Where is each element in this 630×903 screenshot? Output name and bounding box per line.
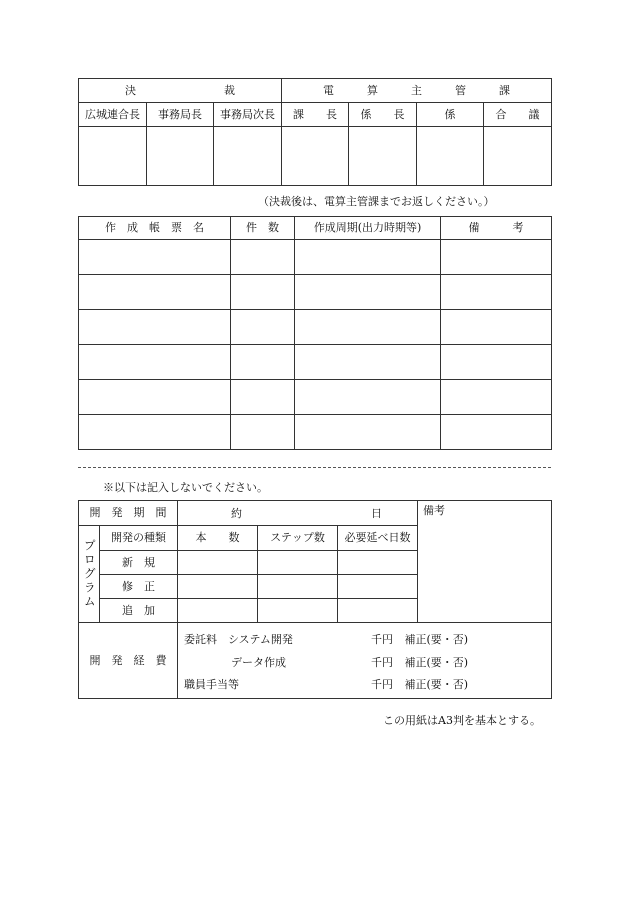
densan-header: 電 算 主 管 課 [282, 79, 552, 103]
cost-adjust: 補正(要・否) [404, 678, 469, 691]
cell[interactable] [79, 275, 231, 310]
approval-table [78, 78, 552, 186]
role-jimukyokujicho: 事務局次長 [214, 103, 282, 127]
cell[interactable] [295, 275, 441, 310]
cell[interactable] [178, 551, 258, 575]
cell[interactable] [79, 345, 231, 380]
development-table [78, 500, 552, 699]
do-not-fill-notice: ※以下は記入しないでください。 [103, 481, 268, 494]
cell[interactable] [338, 575, 418, 599]
kessai-header: 決 裁 [79, 79, 282, 103]
cost-line-staff [184, 678, 239, 691]
cell[interactable] [79, 380, 231, 415]
cell[interactable] [295, 240, 441, 275]
dev-period-label: 開 発 期 間 [79, 501, 178, 526]
days-header: 必要延べ日数 [338, 526, 418, 551]
cost-line-system [184, 633, 293, 646]
role-gogi: 合 議 [484, 103, 552, 127]
role-kakaricho: 係 長 [349, 103, 417, 127]
stamp-cell[interactable] [214, 127, 282, 186]
dev-cost-cell[interactable] [178, 623, 552, 699]
cell[interactable] [441, 345, 552, 380]
cell[interactable] [178, 599, 258, 623]
program-label: プログラム [82, 539, 97, 609]
cell[interactable] [231, 310, 295, 345]
cell[interactable] [338, 599, 418, 623]
header-period: 作成周期(出力時期等) [295, 217, 441, 240]
cell[interactable] [231, 275, 295, 310]
table-row [79, 415, 552, 450]
cost-line-data-unit [371, 656, 468, 669]
cost-unit: 千円 [371, 633, 393, 646]
table-row [79, 345, 552, 380]
cost-item: 職員手当等 [184, 678, 239, 691]
cell[interactable] [231, 240, 295, 275]
cell[interactable] [79, 310, 231, 345]
role-kacho: 課 長 [282, 103, 349, 127]
dev-cost-label: 開 発 経 費 [79, 623, 178, 699]
cell[interactable] [79, 415, 231, 450]
cell[interactable] [231, 415, 295, 450]
cost-unit: 千円 [371, 656, 393, 669]
period-yaku: 約 [231, 507, 242, 520]
role-rengocho: 広城連合長 [79, 103, 147, 127]
cost-line-data [231, 656, 286, 669]
cell[interactable] [441, 310, 552, 345]
header-count: 件 数 [231, 217, 295, 240]
cell[interactable] [178, 575, 258, 599]
cost-unit: 千円 [371, 678, 393, 691]
report-table [78, 216, 552, 450]
role-kakari: 係 [417, 103, 484, 127]
cost-item: 委託料 システム開発 [184, 633, 293, 646]
cell[interactable] [258, 599, 338, 623]
cell[interactable] [258, 575, 338, 599]
stamp-cell[interactable] [147, 127, 214, 186]
dev-type-header: 開発の種類 [100, 526, 178, 551]
row-modify: 修 正 [100, 575, 178, 599]
cell[interactable] [338, 551, 418, 575]
cell[interactable] [258, 551, 338, 575]
cost-item: データ作成 [231, 656, 286, 669]
cell[interactable] [295, 345, 441, 380]
table-row [79, 240, 552, 275]
cell[interactable] [295, 310, 441, 345]
return-note: （決裁後は、電算主管課までお返しください。） [258, 195, 495, 208]
cell[interactable] [231, 380, 295, 415]
remarks-cell[interactable] [418, 501, 552, 623]
header-remarks: 備 考 [441, 217, 552, 240]
table-row [79, 310, 552, 345]
period-nichi: 日 [371, 507, 382, 520]
cell[interactable] [295, 415, 441, 450]
stamp-cell[interactable] [282, 127, 349, 186]
cost-adjust: 補正(要・否) [404, 633, 469, 646]
stamp-cell[interactable] [79, 127, 147, 186]
cell[interactable] [295, 380, 441, 415]
dev-period-cell[interactable] [178, 501, 418, 526]
count-header: 本 数 [178, 526, 258, 551]
cell[interactable] [231, 345, 295, 380]
cost-line-system-unit [371, 633, 468, 646]
cost-adjust: 補正(要・否) [404, 656, 469, 669]
cell[interactable] [441, 240, 552, 275]
program-label-cell [79, 526, 100, 623]
cost-line-staff-unit [371, 678, 468, 691]
cell[interactable] [441, 380, 552, 415]
cut-line [78, 467, 551, 468]
row-add: 追 加 [100, 599, 178, 623]
cell[interactable] [441, 415, 552, 450]
stamp-cell[interactable] [417, 127, 484, 186]
stamp-cell[interactable] [484, 127, 552, 186]
table-row [79, 380, 552, 415]
stamp-cell[interactable] [349, 127, 417, 186]
cell[interactable] [441, 275, 552, 310]
remarks-label: 備考 [423, 504, 446, 517]
table-row [79, 275, 552, 310]
header-report-name: 作 成 帳 票 名 [79, 217, 231, 240]
step-header: ステップ数 [258, 526, 338, 551]
cell[interactable] [79, 240, 231, 275]
role-jimukyokucho: 事務局長 [147, 103, 214, 127]
paper-size-note: この用紙はA3判を基本とする。 [383, 714, 541, 727]
row-new: 新 規 [100, 551, 178, 575]
